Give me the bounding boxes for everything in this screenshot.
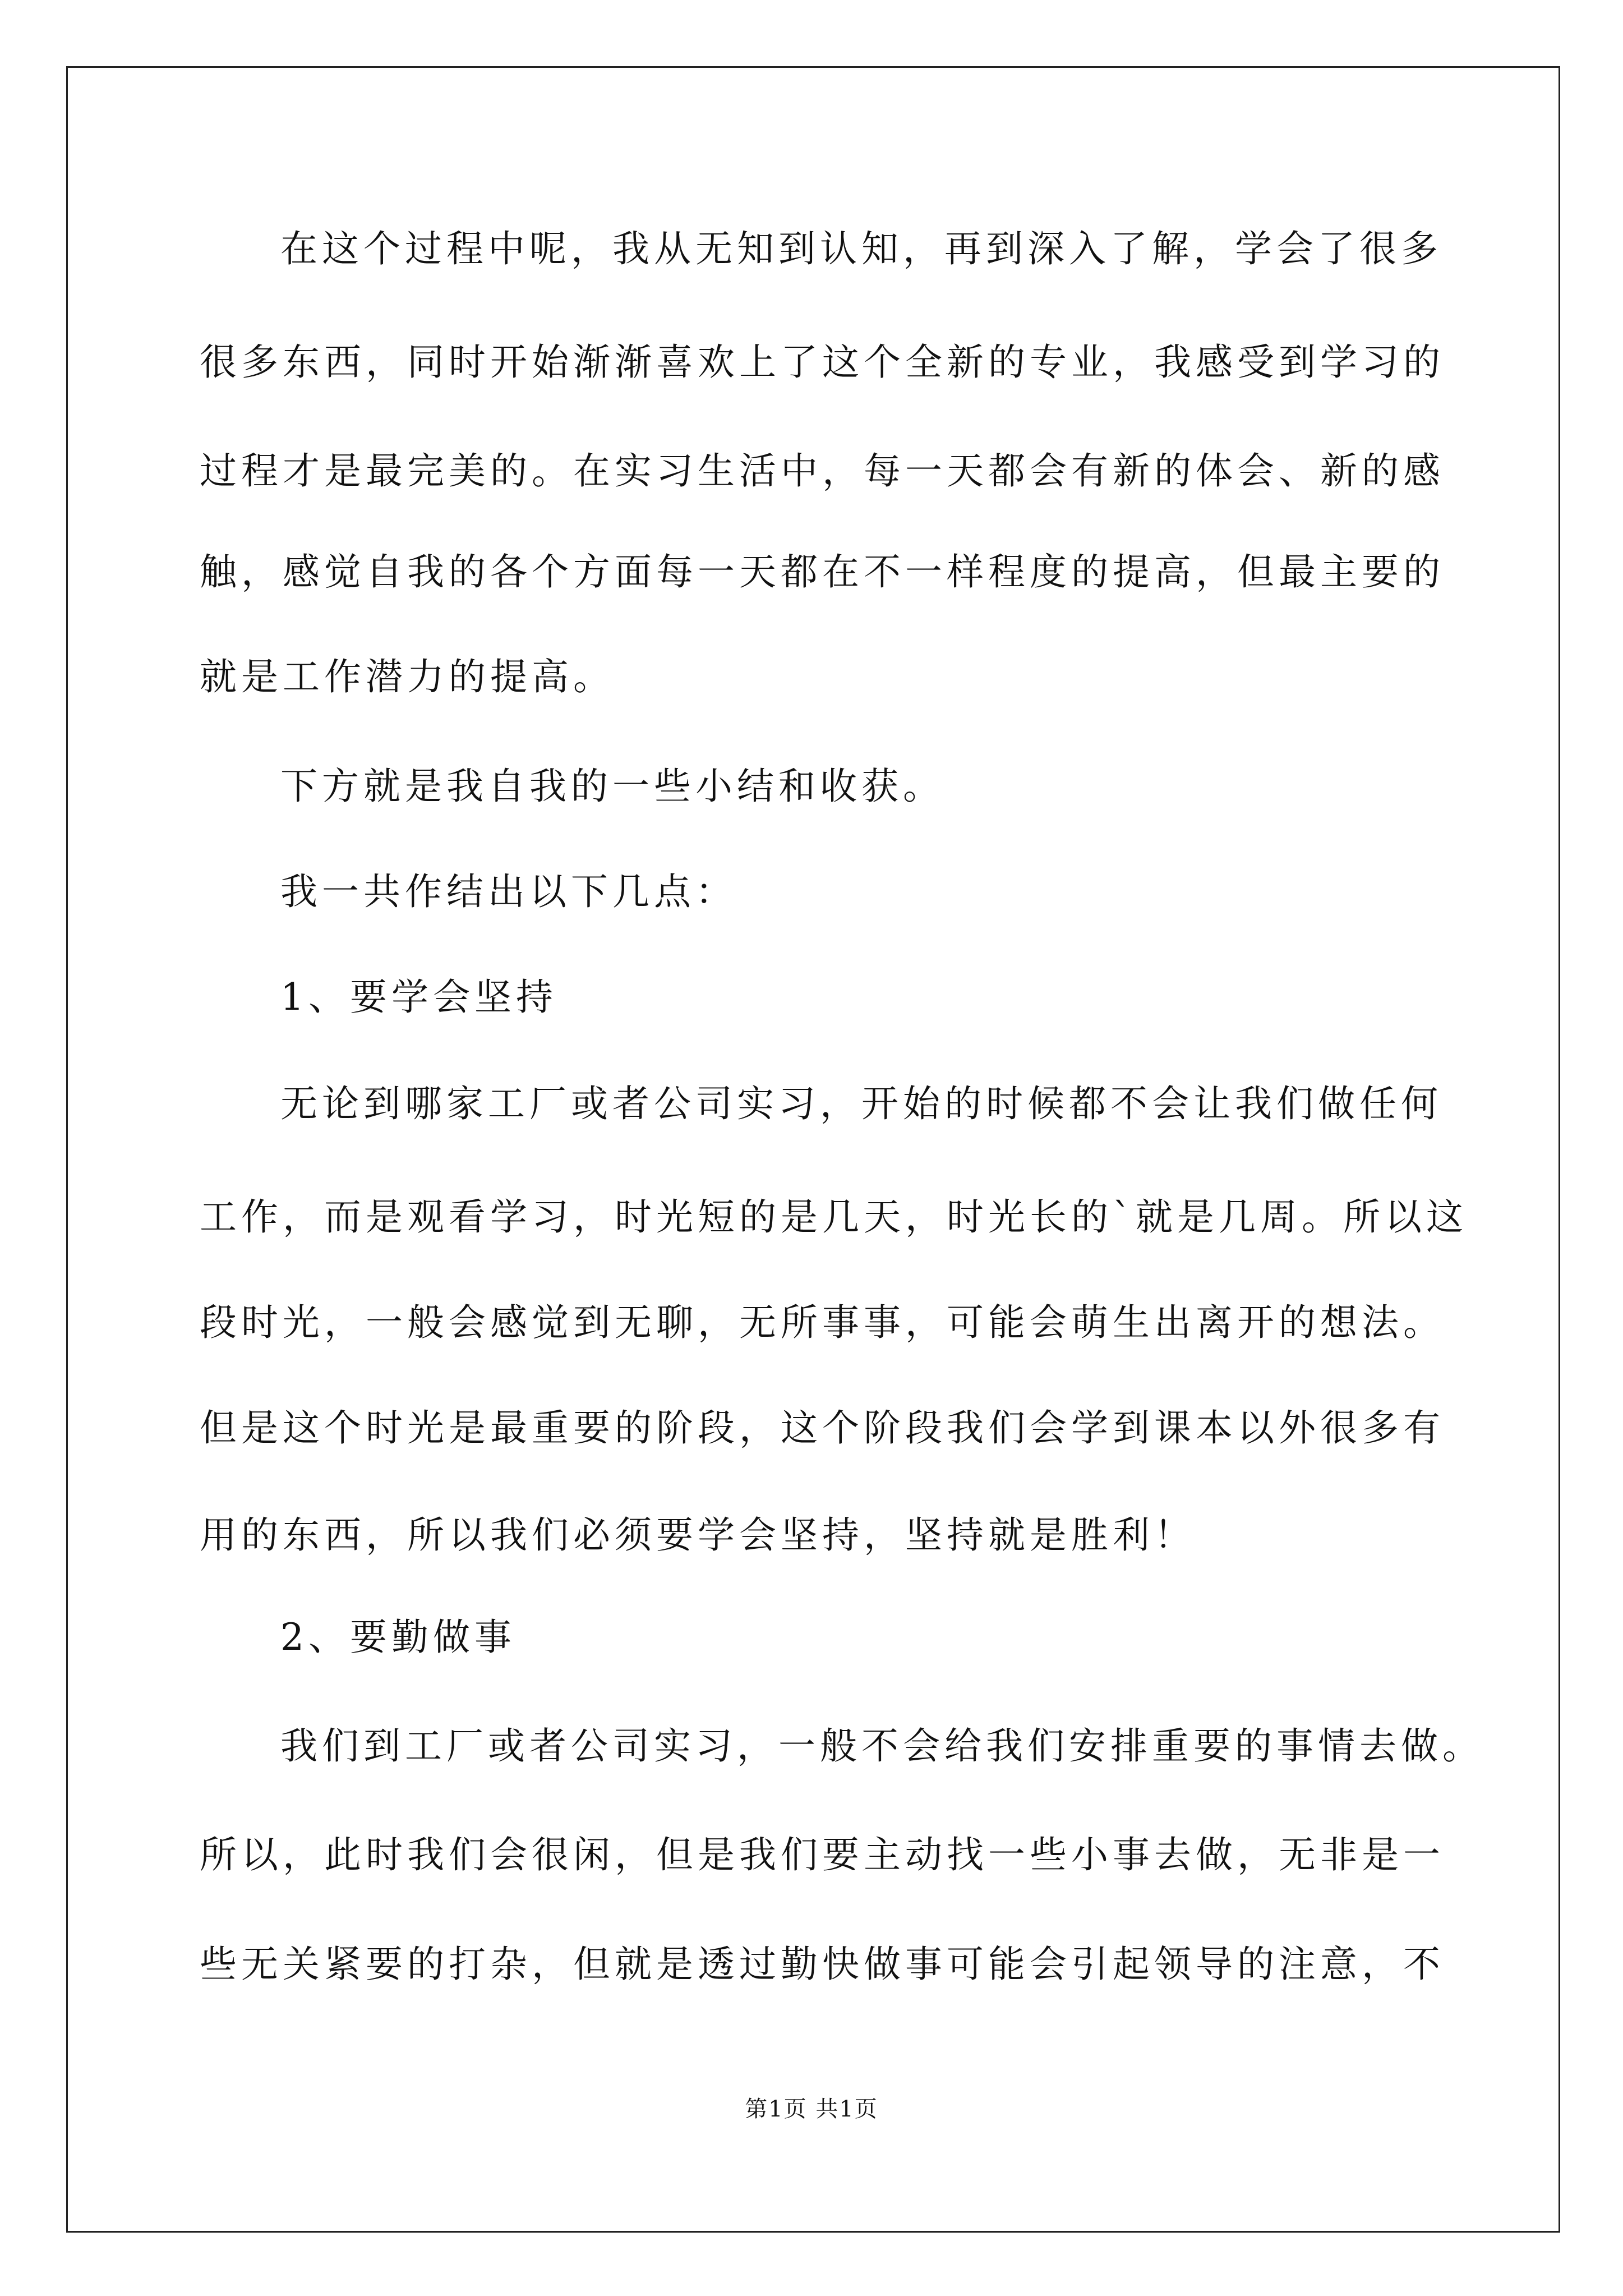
text-line: 触，感觉自我的各个方面每一天都在不一样程度的提高，但最主要的 (200, 550, 1445, 593)
page-border (66, 66, 1560, 2233)
text-line: 所以，此时我们会很闲，但是我们要主动找一些小事去做，无非是一 (200, 1833, 1445, 1876)
text-line: 但是这个时光是最重要的阶段，这个阶段我们会学到课本以外很多有 (200, 1406, 1445, 1450)
text-line: 在这个过程中呢，我从无知到认知，再到深入了解，学会了很多 (280, 227, 1442, 270)
text-line: 很多东西，同时开始渐渐喜欢上了这个全新的专业，我感受到学习的 (200, 341, 1445, 384)
text-line: 无论到哪家工厂或者公司实习，开始的时候都不会让我们做任何 (280, 1082, 1442, 1125)
text-line: 我们到工厂或者公司实习，一般不会给我们安排重要的事情去做。 (280, 1724, 1484, 1768)
section-heading: 1、要学会坚持 (280, 976, 557, 1019)
text-line: 下方就是我自我的一些小结和收获。 (280, 765, 944, 808)
text-line: 些无关紧要的打杂，但就是透过勤快做事可能会引起领导的注意，不 (200, 1943, 1445, 1986)
text-line: 我一共作结出以下几点： (280, 870, 737, 913)
text-line: 段时光，一般会感觉到无聊，无所事事，可能会萌生出离开的想法。 (200, 1301, 1445, 1344)
text-line: 工作，而是观看学习，时光短的是几天，时光长的`就是几周。所以这 (200, 1195, 1468, 1239)
text-line: 用的东西，所以我们必须要学会坚持，坚持就是胜利！ (200, 1513, 1196, 1557)
page-number: 第1页 共1页 (745, 2096, 878, 2122)
text-line: 就是工作潜力的提高。 (200, 655, 615, 698)
section-heading: 2、要勤做事 (280, 1616, 516, 1659)
text-line: 过程才是最完美的。在实习生活中，每一天都会有新的体会、新的感 (200, 449, 1445, 493)
